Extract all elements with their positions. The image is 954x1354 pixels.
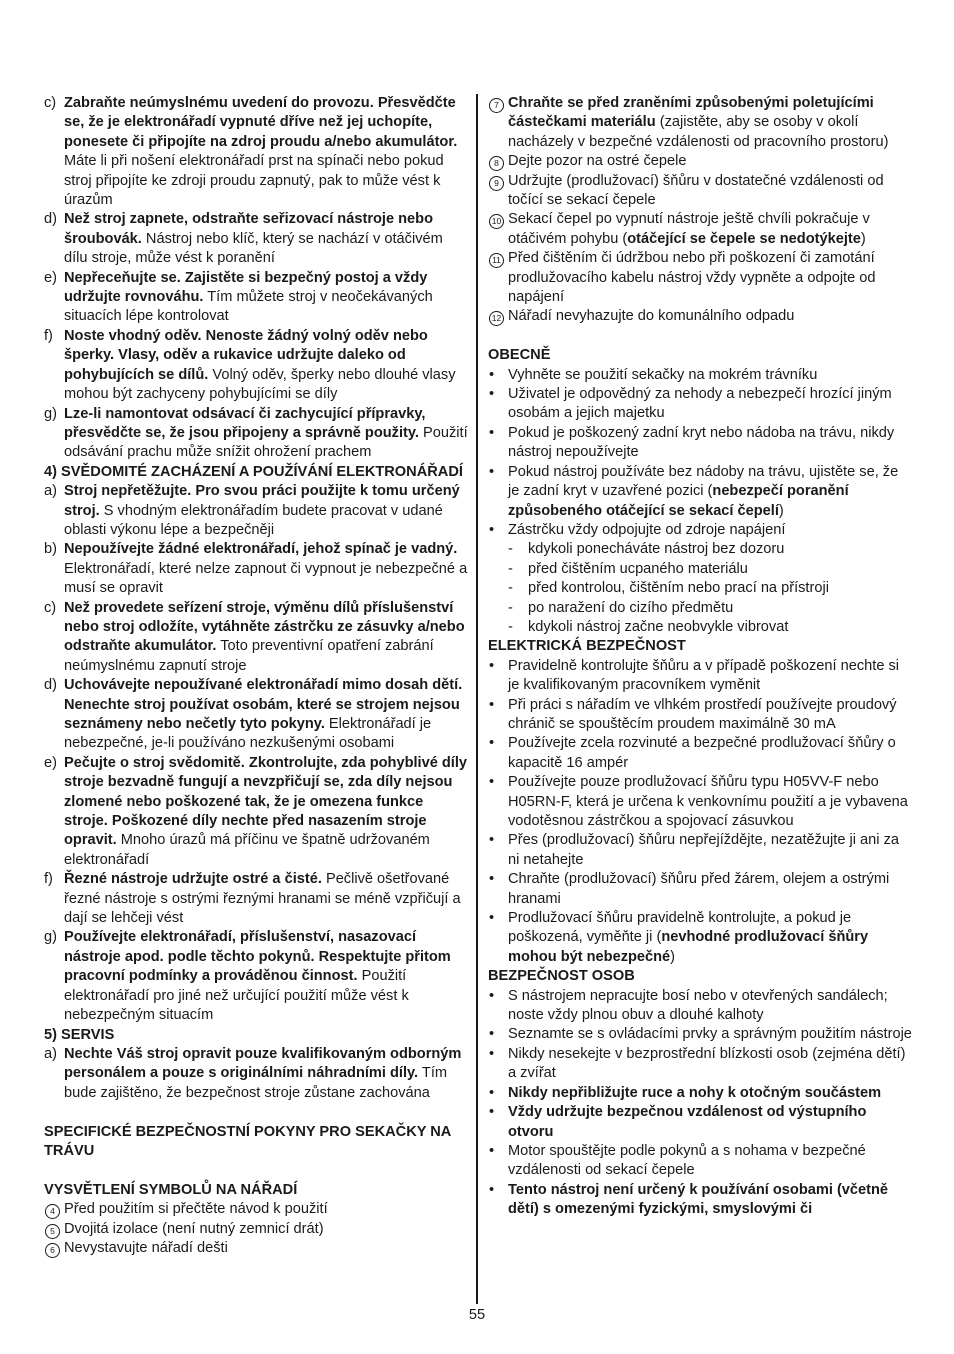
list-text: Používejte zcela rozvinuté a bezpečné prodlužovací šňůry o kapacitě 16 ampér — [508, 735, 896, 771]
list-item-electric-1 — [488, 657, 912, 696]
list-text: kdykoli ponecháváte nástroj bez dozoru — [528, 541, 785, 558]
list-text: Nikdy nesekejte v bezprostřední blízkosti osob (zejména dětí) a zvířat — [508, 1045, 906, 1082]
item-marker: f) — [44, 327, 53, 344]
instruction-text: Použití elektronářadí pro jiné než určující použití může vést k nebezpečným situacím — [64, 968, 409, 1024]
circled-number-icon: 7 — [489, 98, 504, 113]
section-heading-4: 4) SVĚDOMITÉ ZACHÁZENÍ A POUŽÍVÁNÍ ELEKTRONÁŘADÍ — [44, 463, 463, 480]
bullet-icon: • — [489, 871, 495, 888]
list-item-general-3 — [488, 424, 912, 463]
sub-item-5 — [488, 618, 912, 637]
list-item-electric-2 — [488, 696, 912, 735]
instruction-e — [44, 269, 468, 327]
dash-icon: - — [508, 599, 513, 616]
instruction-4a — [44, 482, 468, 540]
list-item-electric-4 — [488, 773, 912, 831]
item-marker: a) — [44, 1045, 57, 1062]
list-item-personal-2 — [488, 1025, 912, 1044]
bullet-icon: • — [489, 1045, 495, 1062]
section-heading-electric: ELEKTRICKÁ BEZPEČNOST — [488, 638, 686, 655]
spacer — [44, 1103, 468, 1122]
section-heading-5: 5) SERVIS — [44, 1026, 115, 1043]
instruction-d — [44, 210, 468, 268]
list-item-general-4 — [488, 463, 912, 521]
instruction-g — [44, 405, 468, 463]
instruction-bold: Než provedete seřízení stroje, výměnu dílů příslušenství nebo stroj odložíte, vytáhněte zástrčku ze zásuvky a/nebo odstraňte akumulátor. — [64, 599, 465, 655]
bullet-icon: • — [489, 774, 495, 791]
instruction-text: Tím bude zajištěno, že bezpečnost stroje zůstane zachována — [64, 1065, 448, 1101]
bullet-icon: • — [489, 463, 495, 480]
instruction-text: Toto preventivní opatření zabrání neúmyslnému zapnutí stroje — [64, 638, 434, 674]
item-marker: a) — [44, 483, 57, 500]
list-text: Zástrčku vždy odpojujte od zdroje napájení — [508, 521, 786, 538]
item-marker: b) — [44, 541, 57, 558]
list-text: Pokud je poškozený zadní kryt nebo nádoba na trávu, nikdy nástroj nepoužívejte — [508, 424, 895, 461]
section-heading-general: OBECNĚ — [488, 347, 551, 364]
instruction-bold: Lze-li namontovat odsávací či zachycující přípravky, přesvědčte se, že jsou připojeny a správně použity. — [64, 405, 426, 441]
symbol-text: Nevystavujte nářadí dešti — [64, 1239, 228, 1256]
bullet-icon: • — [489, 657, 495, 674]
spacer — [488, 327, 912, 346]
symbol-item-4 — [44, 1200, 468, 1219]
sub-item-4 — [488, 599, 912, 618]
bullet-icon: • — [489, 735, 495, 752]
list-item-electric-3 — [488, 734, 912, 773]
page-number: 55 — [468, 1307, 486, 1323]
instruction-bold: Pečujte o stroj svědomitě. Zkontrolujte, zda pohyblivé díly stroje bezvadně fungují a nevzpřičují se, zda díly nejsou zlomené nebo poškozené tak, že je omezena funkce stroje. Poškozené díly nechte před nasazením stroje opravit. — [64, 754, 468, 849]
instruction-bold: Nechte Váš stroj opravit pouze kvalifikovaným odborným personálem a pouze s originálními náhradními díly. — [64, 1045, 462, 1082]
list-item-general-5 — [488, 521, 912, 540]
symbol-item-6 — [44, 1239, 468, 1258]
item-marker: e) — [44, 754, 57, 771]
sub-item-2 — [488, 560, 912, 579]
list-bold: Tento nástroj není určený k používání osobami (včetně dětí) s omezenými fyzickými, smyslovými či — [508, 1181, 889, 1218]
circled-number-icon: 11 — [489, 253, 504, 268]
instruction-bold: Používejte elektronářadí, příslušenství, nasazovací nástroje apod. podle těchto pokynů. Respektujte přitom pracovní podmínky a prováděnou činnost. — [64, 929, 451, 985]
symbol-item-11 — [488, 249, 912, 307]
list-text: Pokud nástroj používáte bez nádoby na trávu, ujistěte se, že je zadní kryt v uzavřené pozici ( — [508, 463, 899, 500]
symbol-item-7 — [488, 94, 912, 152]
bullet-icon: • — [489, 521, 495, 538]
instruction-text: Volný oděv, šperky nebo dlouhé vlasy mohou být zachyceny pohybujícími se díly — [64, 366, 456, 403]
spacer — [44, 1161, 468, 1180]
bullet-icon: • — [489, 696, 495, 713]
list-item-personal-1 — [488, 987, 912, 1026]
symbol-text: Nářadí nevyhazujte do komunálního odpadu — [508, 308, 795, 325]
list-item-personal-3 — [488, 1045, 912, 1084]
list-text: Pravidelně kontrolujte šňůru a v případě poškození nechte si je kvalifikovaným pracovníkem vyměnit — [508, 657, 900, 694]
symbol-item-10 — [488, 210, 912, 249]
symbol-item-8 — [488, 152, 912, 171]
list-text: Uživatel je odpovědný za nehody a nebezpečí hrozící jiným osobám a jejich majetku — [508, 386, 892, 422]
symbol-item-12 — [488, 307, 912, 326]
list-bold: Nikdy nepřibližujte ruce a nohy k otočným součástem — [508, 1084, 882, 1101]
instruction-bold: Stroj nepřetěžujte. Pro svou práci použijte k tomu určený stroj. — [64, 483, 460, 519]
item-marker: d) — [44, 211, 57, 228]
dash-icon: - — [508, 560, 513, 577]
list-text: Vyhněte se použití sekačky na mokrém trávníku — [508, 366, 818, 383]
right-column — [488, 94, 912, 1220]
instruction-text: Mnoho úrazů má příčinu ve špatně udržovaném elektronářadí — [64, 832, 430, 868]
symbol-item-5 — [44, 1220, 468, 1239]
bullet-icon: • — [489, 386, 495, 403]
list-text: S nástrojem nepracujte bosí nebo v otevřených sandálech; noste vždy plnou obuv a dlouhé kalhoty — [508, 987, 888, 1024]
bullet-icon: • — [489, 424, 495, 441]
list-text: Motor spouštějte podle pokynů a s nohama v bezpečné vzdálenosti od sekací čepele — [508, 1142, 866, 1179]
instruction-text: Použití odsávání prachu může snížit ohrožení prachem — [64, 424, 468, 461]
list-item-electric-5 — [488, 831, 912, 870]
sub-item-1 — [488, 540, 912, 559]
list-text: před čištěním ucpaného materiálu — [528, 560, 748, 577]
item-marker: e) — [44, 269, 57, 286]
list-item-personal-4 — [488, 1084, 912, 1103]
instruction-text: S vhodným elektronářadím budete pracovat v udané oblasti výkonu lépe a bezpečněji — [64, 502, 443, 538]
dash-icon: - — [508, 580, 513, 597]
list-bold: nevhodné prodlužovací šňůry mohou být nebezpečné — [508, 929, 869, 965]
circled-number-icon: 4 — [45, 1204, 60, 1219]
symbol-text: Před čištěním či údržbou nebo při poškození či zamotání prodlužovacího kabelu nástroj vždy vypněte a odpojte od napájení — [508, 250, 876, 306]
list-item-general-2 — [488, 385, 912, 424]
symbol-text: Sekací čepel po vypnutí nástroje ještě chvíli pokračuje v otáčivém pohybu ( — [508, 211, 870, 247]
list-item-personal-6 — [488, 1142, 912, 1181]
instruction-bold: Nepřeceňujte se. Zajistěte si bezpečný postoj a vždy udržujte rovnováhu. — [64, 269, 428, 306]
symbol-item-9 — [488, 172, 912, 211]
bullet-icon: • — [489, 1181, 495, 1198]
item-marker: c) — [44, 599, 57, 616]
item-marker: f) — [44, 871, 53, 888]
column-divider — [476, 94, 478, 1304]
instruction-4c — [44, 599, 468, 677]
instruction-c — [44, 94, 468, 210]
list-bold: Vždy udržujte bezpečnou vzdálenost od výstupního otvoru — [508, 1104, 867, 1140]
list-text: po naražení do cizího předmětu — [528, 599, 734, 616]
instruction-text: Pečlivě ošetřované řezné nástroje s ostrými řeznými hranami se méně vzpřičují a dají se lehčeji vést — [64, 871, 461, 927]
list-text: Používejte pouze prodlužovací šňůru typu H05VV-F nebo H05RN-F, která je určena k venkovnímu použití a je vybavena vodotěsnou zástrčkou a spojovací zásuvkou — [508, 774, 908, 830]
instruction-4d — [44, 676, 468, 754]
instruction-text: Elektronářadí je nebezpečné, je-li používáno nezkušenými osobami — [64, 716, 432, 752]
instruction-4f — [44, 870, 468, 928]
circled-number-icon: 5 — [45, 1224, 60, 1239]
list-item-general-1 — [488, 366, 912, 385]
section-heading-personal: BEZPEČNOST OSOB — [488, 968, 635, 985]
dash-icon: - — [508, 541, 513, 558]
instruction-text: Elektronářadí, které nelze zapnout či vypnout je nebezpečné a musí se opravit — [64, 560, 468, 597]
instruction-bold: Nepoužívejte žádné elektronářadí, jehož spínač je vadný. — [64, 541, 458, 558]
list-text: Chraňte (prodlužovací) šňůru před žárem, olejem a ostrými hranami — [508, 871, 890, 907]
list-bold: nebezpečí poranění způsobeného otáčející se sekací čepelí — [508, 483, 849, 519]
circled-number-icon: 8 — [489, 156, 504, 171]
list-item-personal-7 — [488, 1181, 912, 1220]
instruction-text: Nástroj nebo klíč, který se nachází v otáčivém dílu stroje, může vést k poranění — [64, 230, 443, 267]
instruction-4b — [44, 540, 468, 598]
list-item-personal-5 — [488, 1103, 912, 1142]
instruction-bold: Noste vhodný oděv. Nenoste žádný volný oděv nebo šperky. Vlasy, oděv a rukavice udržujte daleko od pohybujících se dílů. — [64, 327, 428, 383]
symbol-text: Dejte pozor na ostré čepele — [508, 153, 687, 170]
list-text: Při práci s nářadím ve vlhkém prostředí používejte proudový chránič se spouštěcím proudem maximálně 30 mA — [508, 696, 897, 732]
instruction-4e — [44, 754, 468, 870]
item-marker: g) — [44, 929, 57, 946]
bullet-icon: • — [489, 910, 495, 927]
instruction-bold: Než stroj zapnete, odstraňte seřizovací nástroje nebo šroubovák. — [64, 211, 433, 247]
bullet-icon: • — [489, 832, 495, 849]
bullet-icon: • — [489, 1026, 495, 1043]
circled-number-icon: 10 — [489, 214, 504, 229]
symbol-text: Dvojitá izolace (není nutný zemnicí drát) — [64, 1220, 324, 1237]
symbol-text: Před použitím si přečtěte návod k použití — [64, 1201, 328, 1218]
bullet-icon: • — [489, 1084, 495, 1101]
instruction-bold: Řezné nástroje udržujte ostré a čisté. — [64, 871, 322, 888]
instruction-5a — [44, 1045, 468, 1103]
symbol-bold: Chraňte se před zraněními způsobenými poletujícími částečkami materiálu — [508, 95, 874, 131]
item-marker: g) — [44, 405, 57, 422]
instruction-bold: Zabraňte neúmyslnému uvedení do provozu. Přesvědčte se, že je elektronářadí vypnuté dříve než jej uchopíte, ponesete či připojíte na zdroj proudu a/nebo akumulátor. — [64, 95, 458, 150]
bullet-icon: • — [489, 987, 495, 1004]
item-marker: c) — [44, 95, 57, 111]
symbol-bold: otáčející se čepele se nedotýkejte — [627, 230, 861, 247]
list-text: kdykoli nástroj začne neobvykle vibrovat — [528, 618, 789, 635]
circled-number-icon: 6 — [45, 1243, 60, 1258]
bullet-icon: • — [489, 1142, 495, 1159]
instruction-bold: Uchovávejte nepoužívané elektronářadí mimo dosah dětí. Nenechte stroj používat osobám, které se strojem nejsou seznámeny nebo nečetly tyto pokyny. — [64, 677, 463, 732]
sub-item-3 — [488, 579, 912, 598]
list-text: před kontrolou, čištěním nebo prací na přístroji — [528, 580, 829, 597]
list-text: Prodlužovací šňůru pravidelně kontrolujte, a pokud je poškozená, vyměňte ji ( — [508, 910, 852, 946]
bullet-icon: • — [489, 1104, 495, 1121]
symbol-text: (zajistěte, aby se osoby v okolí nacházely v bezpečné vzdálenosti od pracovního prostoru) — [508, 114, 889, 150]
dash-icon: - — [508, 618, 513, 635]
list-item-electric-6 — [488, 870, 912, 909]
list-text: Seznamte se s ovládacími prvky a správným použitím nástroje — [508, 1026, 912, 1043]
circled-number-icon: 9 — [489, 176, 504, 191]
symbol-text: ) — [860, 230, 866, 247]
list-text: ) — [670, 948, 676, 965]
list-text: ) — [778, 502, 784, 519]
instruction-4g — [44, 928, 468, 1025]
list-text: Přes (prodlužovací) šňůru nepřejíždějte, nezatěžujte ji ani za ni netahejte — [508, 832, 899, 868]
circled-number-icon: 12 — [489, 311, 504, 326]
instruction-f — [44, 327, 468, 405]
section-heading-specific: SPECIFICKÉ BEZPEČNOSTNÍ POKYNY PRO SEKAČKY NA TRÁVU — [44, 1123, 451, 1159]
section-heading-symbols: VYSVĚTLENÍ SYMBOLŮ NA NÁŘADÍ — [44, 1181, 298, 1198]
symbol-text: Udržujte (prodlužovací) šňůru v dostatečné vzdálenosti od točící se sekací čepele — [508, 172, 884, 209]
list-item-electric-7 — [488, 909, 912, 967]
instruction-text: Máte li při nošení elektronářadí prst na spínači nebo pokud stroj připojíte ke zdroji proudu zapnutý, pak to může vést k úrazům — [64, 153, 444, 209]
bullet-icon: • — [489, 366, 495, 383]
left-column — [44, 94, 468, 1258]
item-marker: d) — [44, 677, 57, 694]
instruction-text: Tím můžete stroj v neočekávaných situacích lépe kontrolovat — [64, 289, 433, 325]
